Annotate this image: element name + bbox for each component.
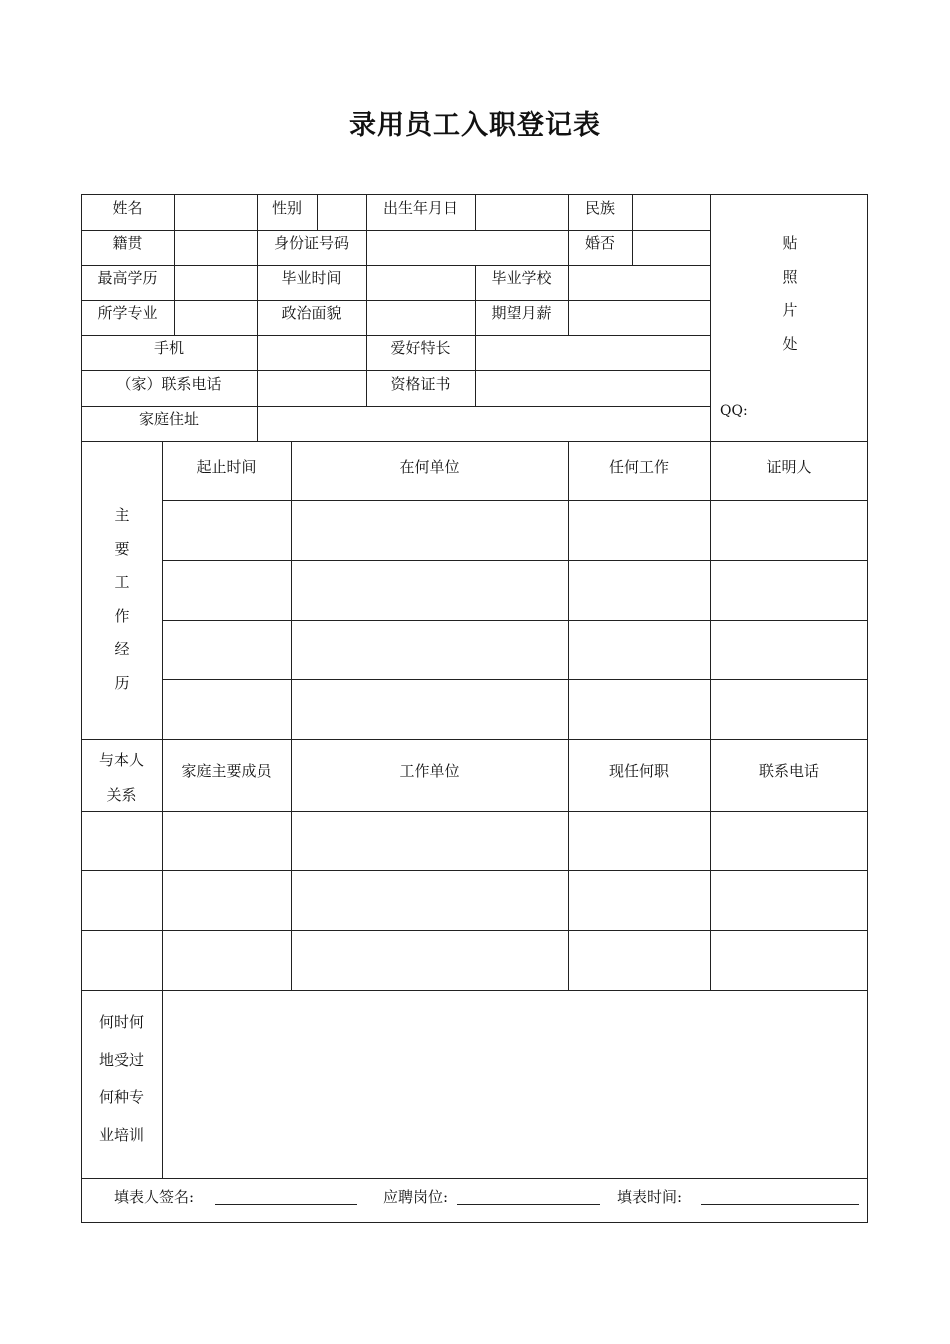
label-grad-time: 毕业时间 [281, 269, 342, 287]
header-employer: 在何单位 [399, 458, 460, 476]
label-education: 最高学历 [97, 269, 158, 287]
work-char: 经 [114, 640, 130, 658]
label-native-place: 籍贯 [112, 234, 143, 252]
photo-char: 贴 [782, 234, 798, 252]
label-marital: 婚否 [584, 234, 615, 252]
grid-line [81, 335, 711, 336]
header-work-unit: 工作单位 [399, 762, 460, 780]
header-period: 起止时间 [196, 458, 257, 476]
grid-line [291, 441, 292, 990]
training-input-area[interactable] [170, 1000, 860, 1170]
grid-line [632, 194, 633, 265]
grid-line [162, 679, 868, 680]
label-signer: 填表人签名: [114, 1188, 195, 1206]
grid-line [710, 441, 711, 990]
work-char: 作 [114, 606, 130, 625]
photo-char: 照 [782, 267, 798, 286]
label-position: 应聘岗位: [383, 1188, 449, 1206]
label-name: 姓名 [112, 199, 143, 217]
label-major: 所学专业 [97, 304, 158, 322]
grid-line [81, 811, 868, 812]
label-ethnicity: 民族 [584, 199, 615, 217]
photo-char: 处 [782, 334, 798, 353]
label-birth: 出生年月日 [382, 199, 458, 217]
grid-line [81, 930, 868, 931]
grid-line [568, 265, 569, 335]
training-line: 业培训 [98, 1125, 144, 1144]
label-hobby: 爱好特长 [390, 339, 451, 357]
label-salary: 期望月薪 [491, 304, 552, 322]
work-char: 工 [114, 573, 130, 591]
grid-line [174, 194, 175, 230]
relation-line: 关系 [106, 786, 137, 804]
position-line[interactable] [457, 1190, 600, 1205]
grid-line [81, 990, 868, 991]
work-char: 主 [114, 506, 130, 524]
label-certificate: 资格证书 [390, 375, 451, 393]
label-home-phone: （家）联系电话 [116, 375, 222, 393]
grid-line [81, 441, 868, 442]
work-history-label [110, 499, 134, 700]
work-char: 历 [114, 673, 130, 692]
grid-line [568, 441, 569, 990]
grid-line [162, 560, 868, 561]
label-qq: QQ: [720, 403, 748, 419]
grid-line [475, 194, 476, 230]
grid-line [710, 194, 711, 441]
grid-line [81, 230, 711, 231]
header-reference: 证明人 [766, 458, 812, 476]
label-gender: 性别 [271, 199, 302, 217]
grid-line [81, 739, 868, 740]
label-address: 家庭住址 [138, 410, 199, 428]
photo-char: 片 [782, 301, 798, 319]
fill-time-line[interactable] [701, 1190, 859, 1205]
photo-placeholder [778, 227, 802, 361]
grid-line [81, 1178, 868, 1179]
header-current-position: 现任何职 [608, 762, 669, 780]
relation-line: 与本人 [98, 751, 144, 769]
label-mobile: 手机 [153, 339, 184, 357]
label-political: 政治面貌 [281, 304, 342, 322]
grid-line [81, 870, 868, 871]
label-fill-time: 填表时间: [617, 1188, 683, 1206]
training-label [81, 1004, 162, 1154]
grid-line [162, 620, 868, 621]
training-line: 何种专 [98, 1088, 144, 1106]
label-school: 毕业学校 [491, 269, 552, 287]
label-id-number: 身份证号码 [273, 234, 349, 252]
page-title: 录用员工入职登记表 [349, 110, 601, 141]
grid-line [81, 265, 711, 266]
grid-line [81, 370, 711, 371]
grid-line [81, 300, 711, 301]
work-char: 要 [114, 539, 130, 558]
training-line: 何时何 [98, 1013, 144, 1031]
grid-line [174, 230, 175, 335]
header-contact-phone: 联系电话 [758, 762, 819, 780]
signer-line[interactable] [215, 1190, 357, 1205]
grid-line [317, 194, 318, 230]
grid-line [257, 230, 258, 441]
grid-line [162, 500, 868, 501]
training-line: 地受过 [98, 1050, 144, 1069]
grid-line [162, 441, 163, 1178]
grid-line [81, 406, 711, 407]
header-family-member: 家庭主要成员 [181, 762, 272, 780]
header-job: 任何工作 [608, 458, 669, 476]
header-relation [81, 743, 162, 813]
